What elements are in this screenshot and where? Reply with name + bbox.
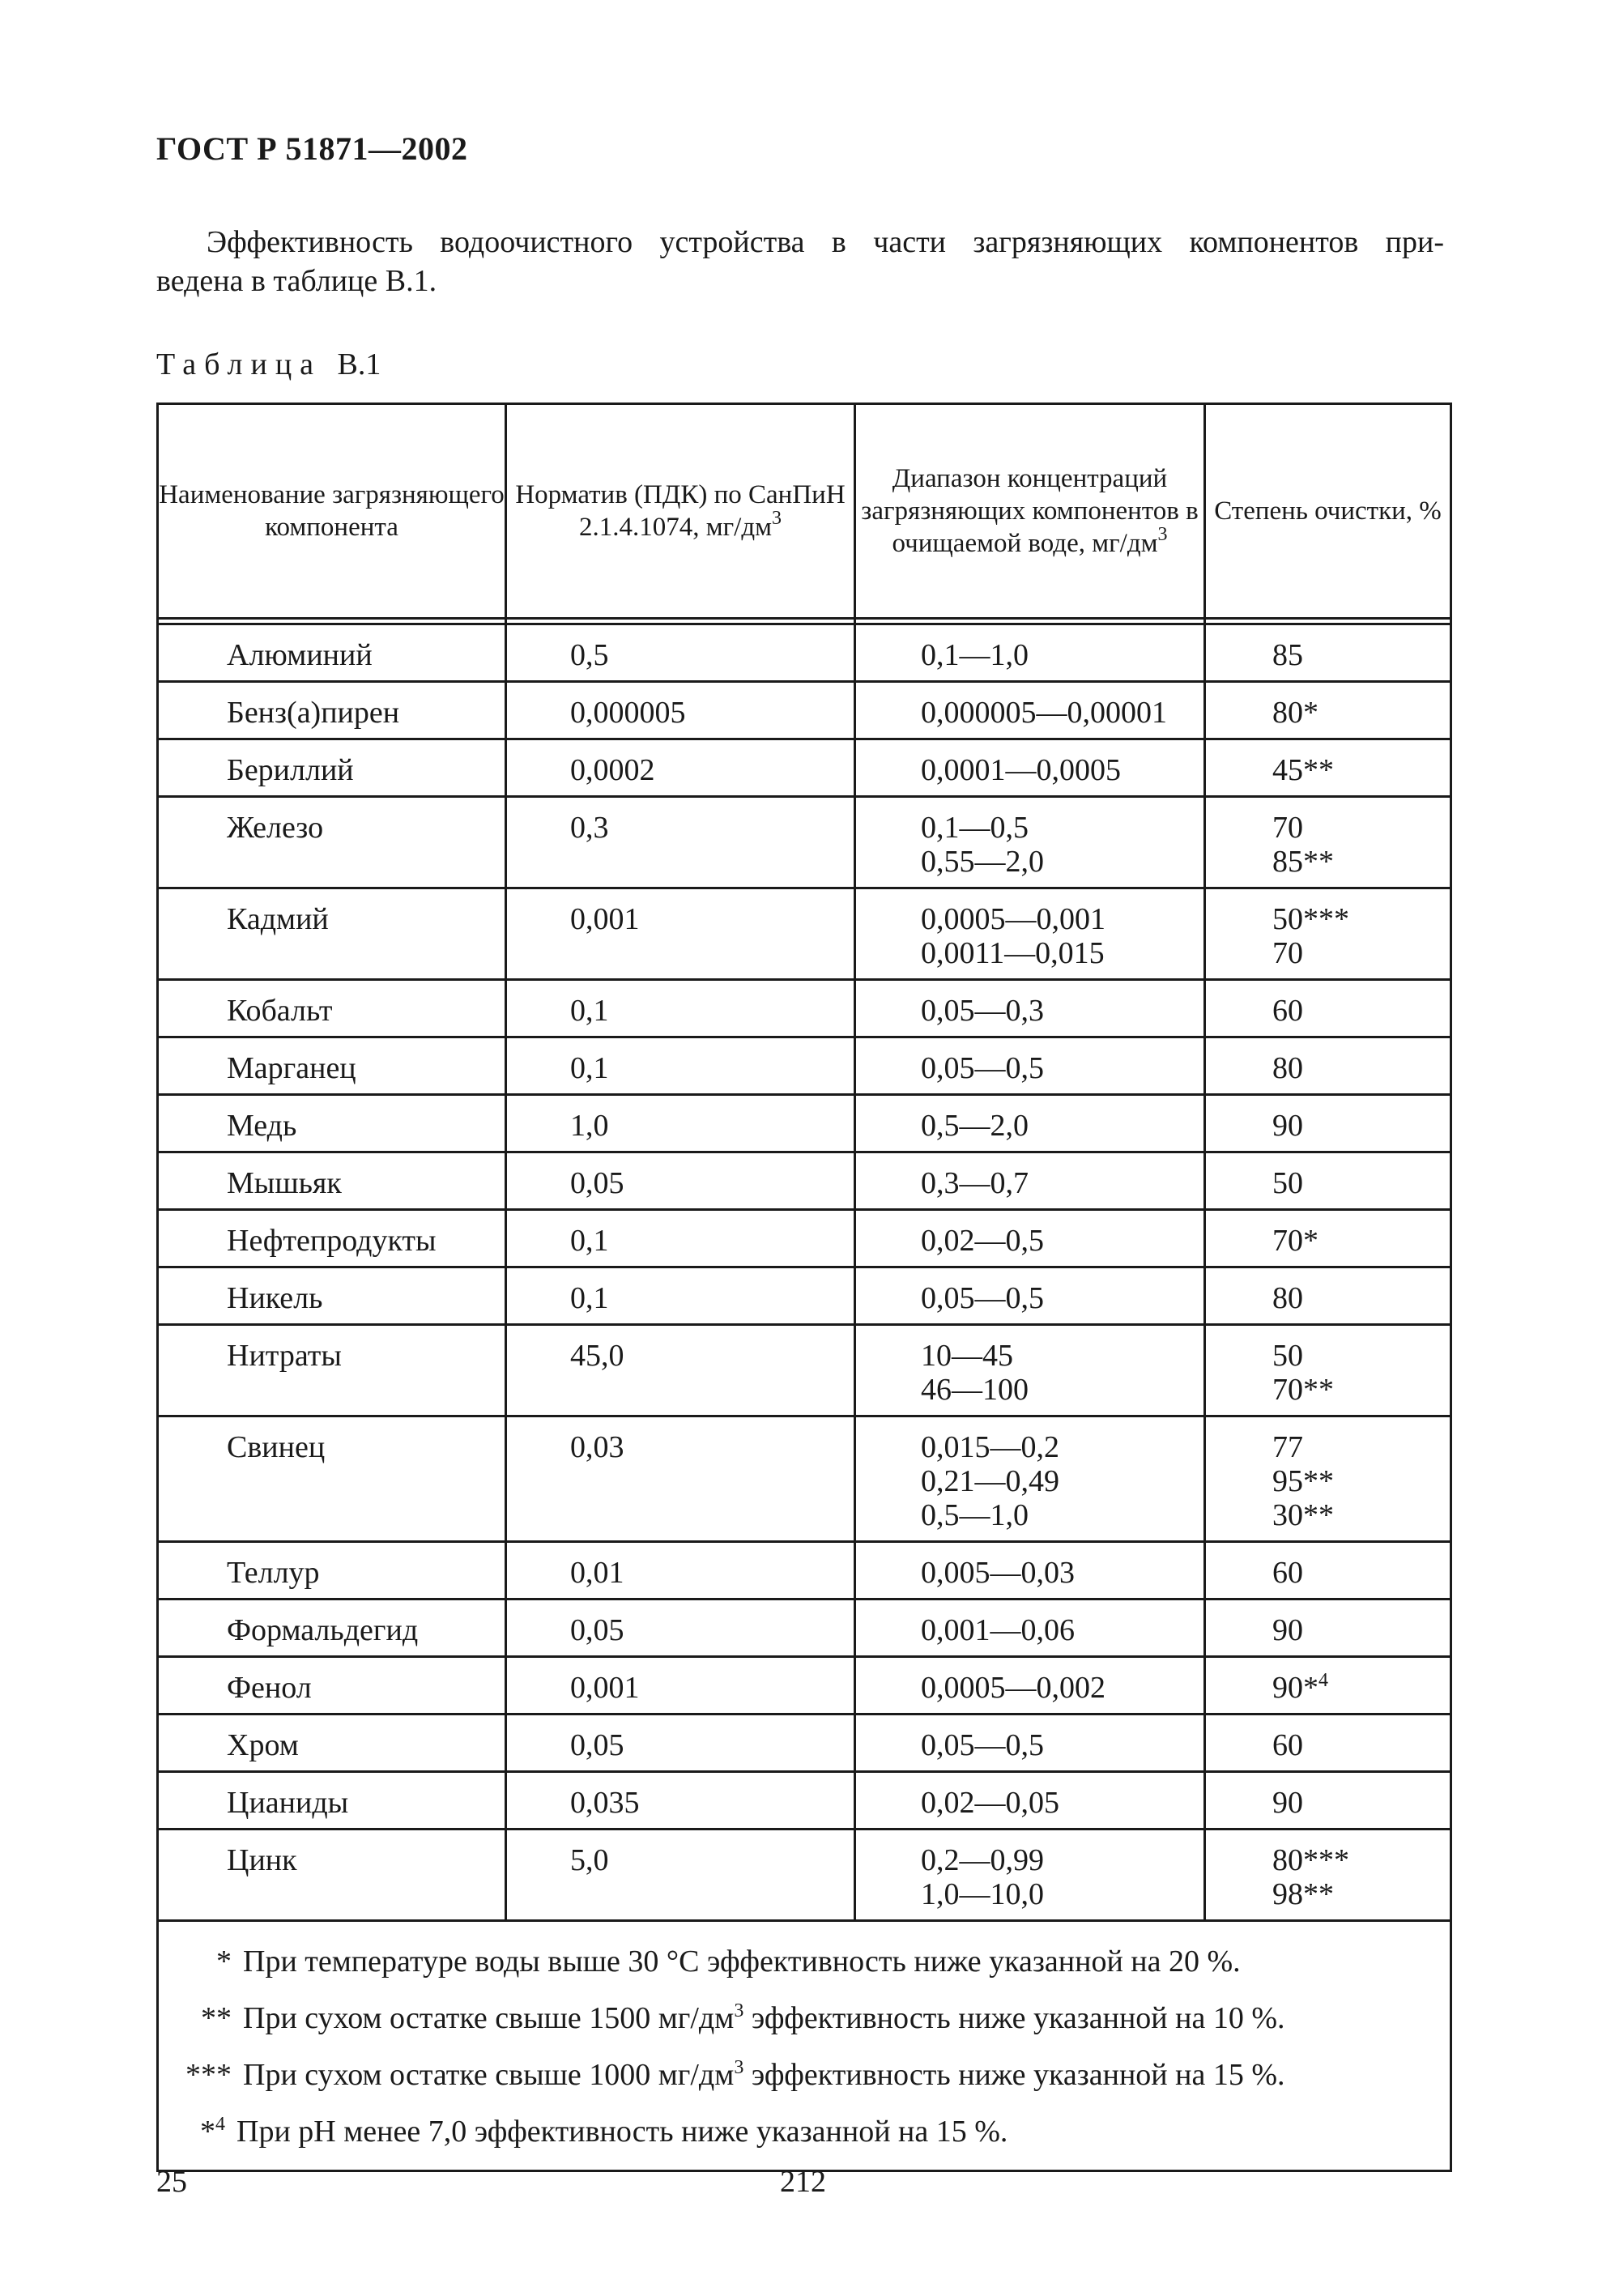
cell-component-name: Нитраты [158,1325,506,1416]
cell-norm: 0,05 [506,1600,855,1657]
table-caption [156,347,381,382]
cell-norm: 0,1 [506,1210,855,1267]
cell-component-name: Кадмий [158,888,506,980]
cell-norm: 0,001 [506,1657,855,1715]
cell-percent: 60 [1205,980,1451,1037]
table-row [158,1772,1451,1830]
footnote-mark: ** [201,2001,232,2035]
cell-norm: 0,01 [506,1542,855,1600]
table-row [158,1715,1451,1772]
cell-norm: 0,1 [506,980,855,1037]
cell-component-name: Медь [158,1095,506,1152]
cell-percent: 90 [1205,1095,1451,1152]
header-norm: Норматив (ПДК) по СанПиН 2.1.4.1074, $мг/дм^3$ [506,404,855,619]
cell-range: 0,0001—0,0005 [855,739,1205,797]
cell-range: 0,02—0,05 [855,1772,1205,1830]
cell-range: 0,0005—0,001 0,0011—0,015 [855,888,1205,980]
cell-component-name: Кобальт [158,980,506,1037]
notes-row [158,1921,1451,2171]
cell-component-name: Цианиды [158,1772,506,1830]
cell-norm: 0,5 [506,624,855,682]
cell-norm: 0,1 [506,1037,855,1095]
cell-range: 0,1—1,0 [855,624,1205,682]
table-row [158,739,1451,797]
cell-norm: 0,035 [506,1772,855,1830]
intro-line-1: Эффективность водоочистного устройства в части загрязняющих компонентов при- [207,225,1444,259]
footnote-mark: * [216,1945,232,1979]
cell-component-name: Свинец [158,1416,506,1542]
cell-range: 0,001—0,06 [855,1600,1205,1657]
header-name: Наименование загрязняющего компонента [158,404,506,619]
footnote-text: При сухом остатке свыше 1500 $мг/дм^3$ эффективность ниже указанной на 10 %. [243,2000,1285,2035]
cell-percent: 90*$^4$ [1205,1657,1451,1715]
table-row [158,888,1451,980]
cell-percent: 80 [1205,1267,1451,1325]
cell-percent: 80 [1205,1037,1451,1095]
cell-norm: 0,3 [506,797,855,888]
cell-norm: 0,0002 [506,739,855,797]
table-row [158,980,1451,1037]
cell-range: 0,015—0,2 0,21—0,49 0,5—1,0 [855,1416,1205,1542]
cell-percent: 85 [1205,624,1451,682]
cell-component-name: Мышьяк [158,1152,506,1210]
table-row [158,1542,1451,1600]
cell-norm: 5,0 [506,1830,855,1921]
table-row [158,1095,1451,1152]
cell-percent: 50 [1205,1152,1451,1210]
cell-norm: 1,0 [506,1095,855,1152]
cell-range: 0,3—0,7 [855,1152,1205,1210]
footnote-text: При сухом остатке свыше 1000 $мг/дм^3$ эффективность ниже указанной на 15 %. [243,2057,1285,2092]
header-separator [158,619,1451,624]
cell-range: 10—45 46—100 [855,1325,1205,1416]
cell-percent: 77 95** 30** [1205,1416,1451,1542]
table-row [158,1416,1451,1542]
cell-component-name: Хром [158,1715,506,1772]
document-code: ГОСТ Р 51871—2002 [156,130,468,167]
footnote-text: При температуре воды выше 30 °С эффективность ниже указанной на 20 %. [243,1945,1241,1979]
pollutants-table [156,403,1452,2172]
cell-percent: 50 70** [1205,1325,1451,1416]
cell-percent: 60 [1205,1715,1451,1772]
cell-norm: 0,000005 [506,682,855,739]
table-row [158,1037,1451,1095]
cell-component-name: Фенол [158,1657,506,1715]
cell-percent: 70 85** [1205,797,1451,888]
cell-norm: 0,05 [506,1152,855,1210]
table-row [158,1210,1451,1267]
cell-component-name: Теллур [158,1542,506,1600]
table-row [158,624,1451,682]
cell-range: 0,05—0,3 [855,980,1205,1037]
cell-range: 0,05—0,5 [855,1715,1205,1772]
table-row [158,797,1451,888]
table-caption-number: В.1 [337,347,381,381]
table-row [158,1600,1451,1657]
cell-range: 0,02—0,5 [855,1210,1205,1267]
table-footnote [159,2047,1450,2103]
table-row [158,1830,1451,1921]
table-footnote [159,2103,1450,2160]
cell-percent: 80*** 98** [1205,1830,1451,1921]
table-footnote [159,1990,1450,2047]
cell-range: 0,000005—0,00001 [855,682,1205,739]
table-row [158,1267,1451,1325]
cell-norm: 0,03 [506,1416,855,1542]
cell-range: 0,005—0,03 [855,1542,1205,1600]
table-notes [158,1921,1451,2171]
cell-range: 0,05—0,5 [855,1267,1205,1325]
cell-component-name: Формальдегид [158,1600,506,1657]
header-range: Диапазон концентраций загрязняющих компонентов в очищаемой воде, $мг/дм^3$ [855,404,1205,619]
cell-norm: 45,0 [506,1325,855,1416]
cell-norm: 0,1 [506,1267,855,1325]
header-percent: Степень очистки, % [1205,404,1451,619]
table-header-row [158,404,1451,619]
cell-percent: 80* [1205,682,1451,739]
intro-paragraph [156,223,1444,300]
cell-norm: 0,001 [506,888,855,980]
cell-percent: 90 [1205,1772,1451,1830]
footnote-mark: *$^4$ [200,2114,225,2149]
cell-component-name: Никель [158,1267,506,1325]
cell-component-name: Марганец [158,1037,506,1095]
cell-component-name: Бенз(а)пирен [158,682,506,739]
table-row [158,1325,1451,1416]
page-number-center: 212 [780,2165,826,2199]
cell-range: 0,2—0,99 1,0—10,0 [855,1830,1205,1921]
cell-norm: 0,05 [506,1715,855,1772]
page-number-left: 25 [156,2165,187,2199]
cell-range: 0,05—0,5 [855,1037,1205,1095]
table-footnote [159,1933,1450,1990]
table-caption-word: Таблица [156,347,322,381]
cell-range: 0,5—2,0 [855,1095,1205,1152]
cell-percent: 45** [1205,739,1451,797]
cell-component-name: Цинк [158,1830,506,1921]
table-row [158,1152,1451,1210]
cell-percent: 90 [1205,1600,1451,1657]
table-body [158,624,1451,1921]
cell-range: 0,1—0,5 0,55—2,0 [855,797,1205,888]
cell-range: 0,0005—0,002 [855,1657,1205,1715]
cell-component-name: Железо [158,797,506,888]
cell-component-name: Алюминий [158,624,506,682]
intro-line-2: ведена в таблице В.1. [156,264,437,298]
cell-component-name: Бериллий [158,739,506,797]
cell-percent: 50*** 70 [1205,888,1451,980]
cell-component-name: Нефтепродукты [158,1210,506,1267]
table-row [158,682,1451,739]
table-row [158,1657,1451,1715]
cell-percent: 70* [1205,1210,1451,1267]
cell-percent: 60 [1205,1542,1451,1600]
footnote-mark: *** [185,2058,232,2092]
footnote-text: При pH менее 7,0 эффективность ниже указанной на 15 %. [236,2115,1008,2149]
